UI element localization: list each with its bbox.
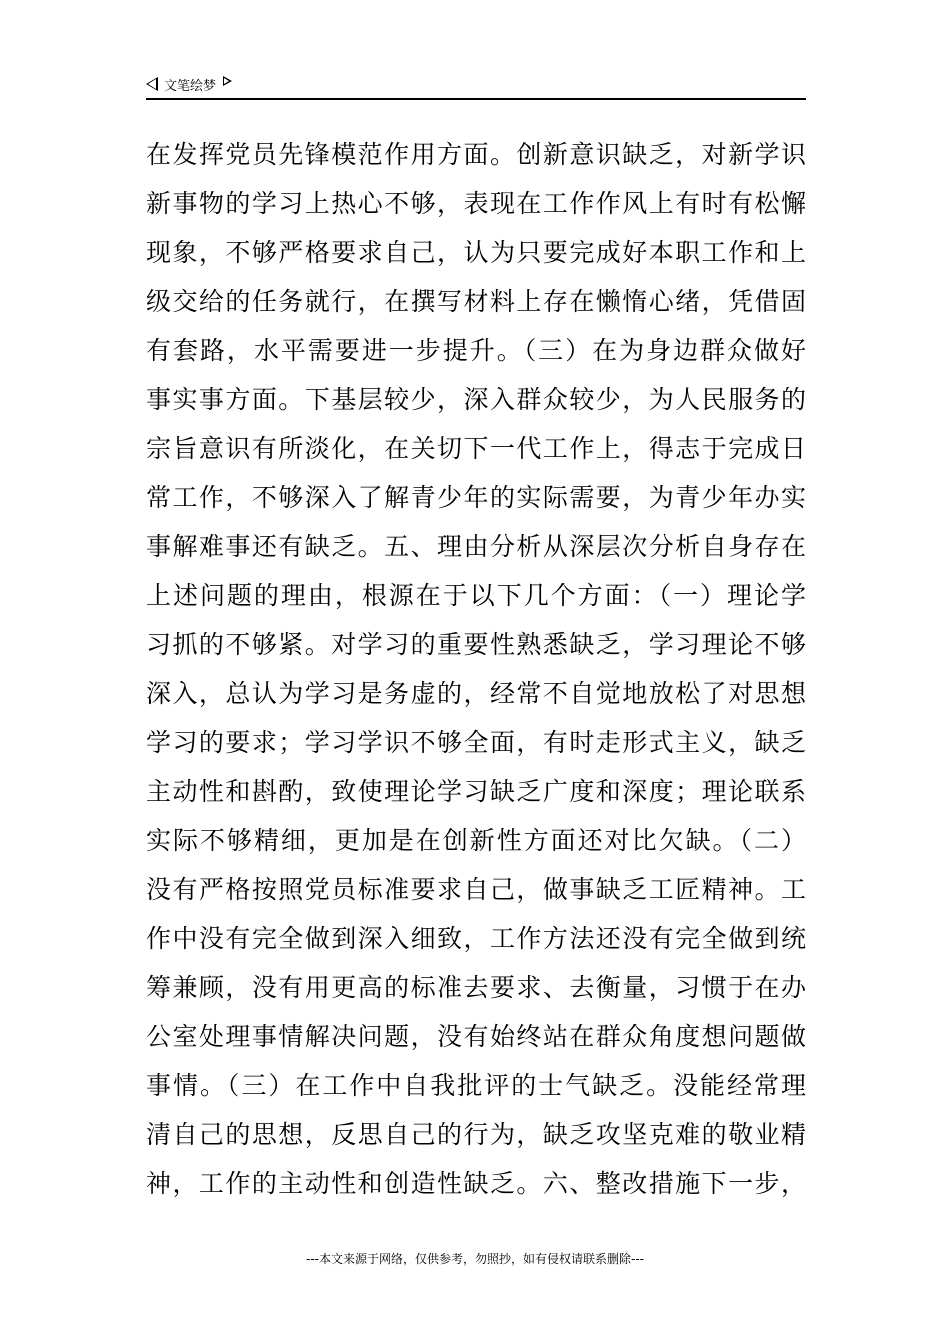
text-line: 事解难事还有缺乏。五、理由分析从深层次分析自身存在 [146,532,806,561]
page-footer: ---本文来源于网络，仅供参考，勿照抄，如有侵权请联系删除--- [306,1252,644,1266]
text-line: 新事物的学习上热心不够，表现在工作作风上有时有松懈 [146,189,806,218]
text-line: 宗旨意识有所淡化，在关切下一代工作上，得志于完成日 [146,434,806,463]
page-header [146,72,806,100]
text-line: 级交给的任务就行，在撰写材料上存在懒惰心绪，凭借固 [146,287,806,316]
text-line: 常工作，不够深入了解青少年的实际需要，为青少年办实 [146,483,806,512]
text-line: 实际不够精细，更加是在创新性方面还对比欠缺。（二） [146,826,806,855]
text-line: 上述问题的理由，根源在于以下几个方面：（一）理论学 [146,581,806,610]
text-line: 习抓的不够紧。对学习的重要性熟悉缺乏，学习理论不够 [146,630,806,659]
header-title: 文笔绘梦 [164,78,217,94]
text-line: 主动性和斟酌，致使理论学习缺乏广度和深度；理论联系 [146,777,806,806]
text-line: 有套路，水平需要进一步提升。（三）在为身边群众做好 [146,336,806,365]
text-line: 筹兼顾，没有用更高的标准去要求、去衡量，习惯于在办 [146,973,806,1002]
text-line: 作中没有完全做到深入细致，工作方法还没有完全做到统 [146,924,806,953]
triangle-right-icon [223,76,232,86]
text-line: 清自己的思想，反思自己的行为，缺乏攻坚克难的敬业精 [146,1120,806,1149]
document-body [146,130,806,1208]
text-line: 学习的要求；学习学识不够全面，有时走形式主义，缺乏 [146,728,806,757]
text-line: 深入，总认为学习是务虚的，经常不自觉地放松了对思想 [146,679,806,708]
text-line: 公室处理事情解决问题，没有始终站在群众角度想问题做 [146,1022,806,1051]
text-line: 在发挥党员先锋模范作用方面。创新意识缺乏，对新学识 [146,140,806,169]
text-line: 事情。（三）在工作中自我批评的士气缺乏。没能经常理 [146,1071,806,1100]
triangle-left-icon [146,77,158,91]
text-line: 现象，不够严格要求自己，认为只要完成好本职工作和上 [146,238,806,267]
text-line: 事实事方面。下基层较少，深入群众较少，为人民服务的 [146,385,806,414]
header-brand [146,74,232,94]
text-line: 神，工作的主动性和创造性缺乏。六、整改措施下一步， [146,1169,806,1198]
text-line: 没有严格按照党员标准要求自己，做事缺乏工匠精神。工 [146,875,806,904]
